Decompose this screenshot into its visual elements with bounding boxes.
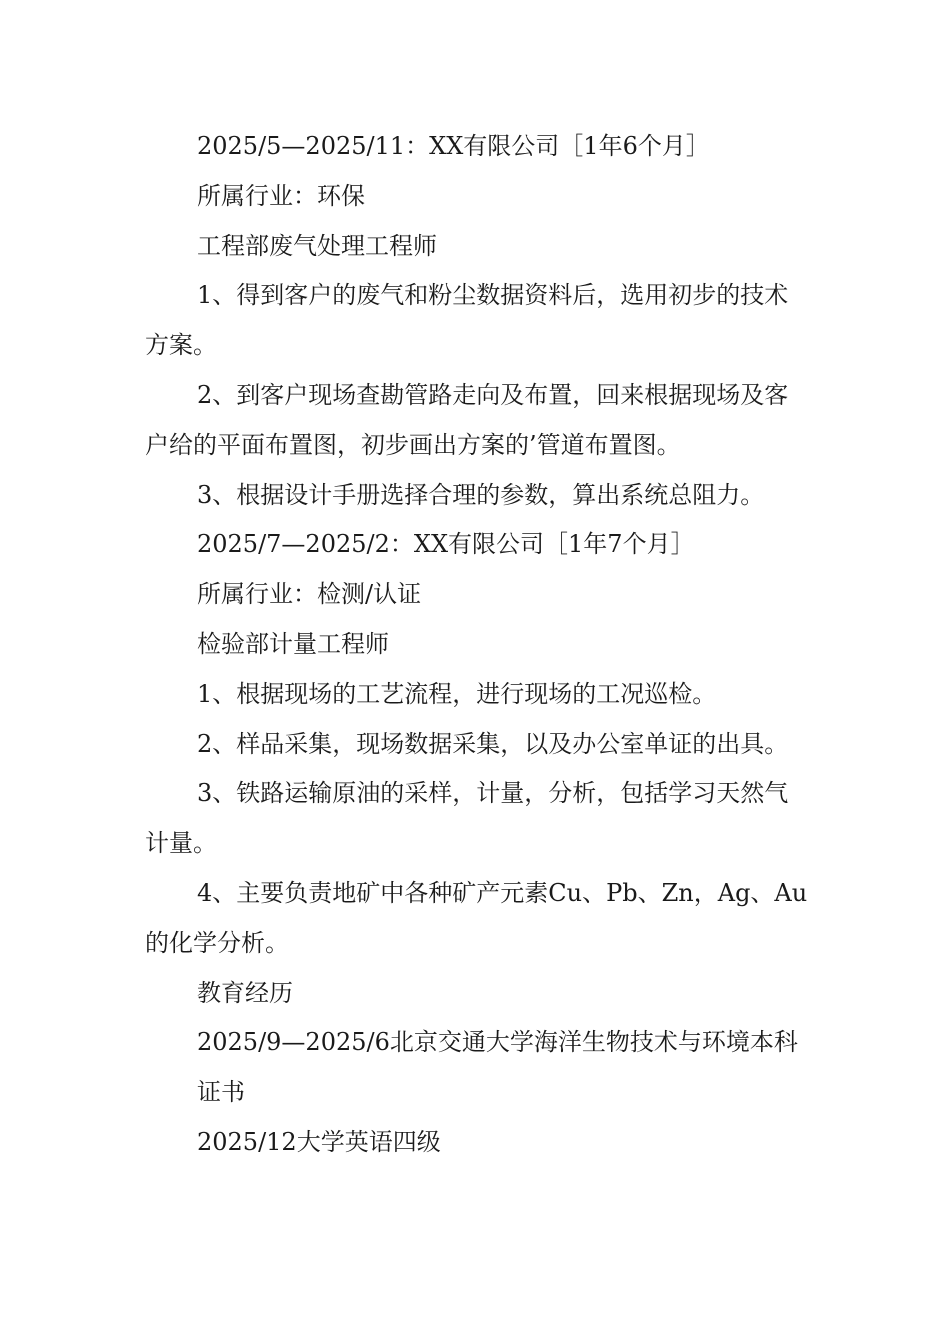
job1-duty-1: 1、得到客户的废气和粉尘数据资料后，选用初步的技术方案。 xyxy=(145,281,789,360)
certificate-entry: 2025/12大学英语四级 xyxy=(197,1127,441,1156)
certificates-heading: 证书 xyxy=(197,1078,245,1107)
job1-title: 工程部废气处理工程师 xyxy=(197,231,437,260)
document-body xyxy=(145,122,810,1168)
job1-duty-3: 3、根据设计手册选择合理的参数，算出系统总阻力。 xyxy=(197,480,765,509)
job2-duty-4: 4、主要负责地矿中各种矿产元素Cu、Pb、Zn，Ag、Au的化学分析。 xyxy=(145,878,808,957)
job1-industry: 所属行业：环保 xyxy=(197,181,365,210)
education-entry: 2025/9—2025/6北京交通大学海洋生物技术与环境本科 xyxy=(197,1028,798,1057)
job2-industry: 所属行业：检测/认证 xyxy=(197,580,422,609)
job2-duty-3: 3、铁路运输原油的采样，计量，分析，包括学习天然气计量。 xyxy=(145,779,789,858)
job1-period: 2025/5—2025/11：XX有限公司［1年6个月］ xyxy=(197,132,710,160)
job2-period: 2025/7—2025/2：XX有限公司［1年7个月］ xyxy=(197,530,695,559)
education-heading: 教育经历 xyxy=(197,978,293,1007)
job1-duty-2: 2、到客户现场查勘管路走向及布置，回来根据现场及客户给的平面布置图，初步画出方案的’管道布置图。 xyxy=(145,380,789,459)
job2-duty-2: 2、样品采集，现场数据采集，以及办公室单证的出具。 xyxy=(197,729,789,758)
job2-duty-1: 1、根据现场的工艺流程，进行现场的工况巡检。 xyxy=(197,679,717,708)
job2-title: 检验部计量工程师 xyxy=(197,629,389,658)
